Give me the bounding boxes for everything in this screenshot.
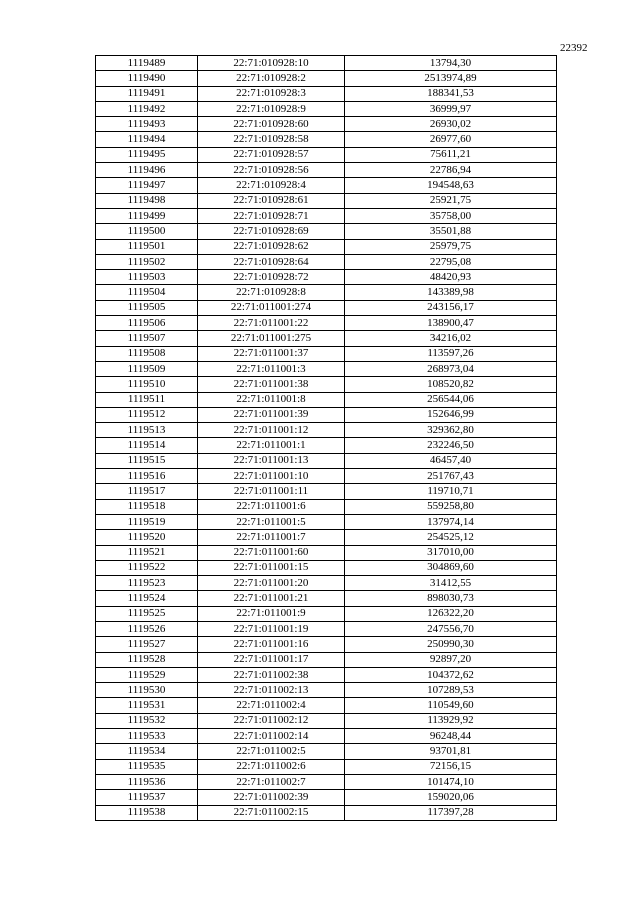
cadastral-number-cell: 22:71:010928:71 bbox=[198, 208, 345, 223]
table-row bbox=[96, 545, 557, 560]
table-row bbox=[96, 270, 557, 285]
row-number-cell: 1119502 bbox=[96, 254, 198, 269]
table-row bbox=[96, 316, 557, 331]
table-row bbox=[96, 453, 557, 468]
row-number-cell: 1119507 bbox=[96, 331, 198, 346]
table-row bbox=[96, 392, 557, 407]
value-cell: 35758,00 bbox=[345, 208, 557, 223]
table-row bbox=[96, 484, 557, 499]
cadastral-number-cell: 22:71:011001:12 bbox=[198, 423, 345, 438]
page-number: 22392 bbox=[560, 42, 588, 54]
row-number-cell: 1119525 bbox=[96, 606, 198, 621]
table-row bbox=[96, 790, 557, 805]
table-row bbox=[96, 774, 557, 789]
row-number-cell: 1119493 bbox=[96, 117, 198, 132]
value-cell: 108520,82 bbox=[345, 377, 557, 392]
value-cell: 194548,63 bbox=[345, 178, 557, 193]
value-cell: 104372,62 bbox=[345, 667, 557, 682]
row-number-cell: 1119512 bbox=[96, 407, 198, 422]
row-number-cell: 1119529 bbox=[96, 667, 198, 682]
table-row bbox=[96, 530, 557, 545]
value-cell: 36999,97 bbox=[345, 101, 557, 116]
table-row bbox=[96, 178, 557, 193]
value-cell: 251767,43 bbox=[345, 469, 557, 484]
cadastral-number-cell: 22:71:010928:58 bbox=[198, 132, 345, 147]
value-cell: 107289,53 bbox=[345, 683, 557, 698]
table-row bbox=[96, 637, 557, 652]
row-number-cell: 1119492 bbox=[96, 101, 198, 116]
table-row bbox=[96, 331, 557, 346]
cadastral-number-cell: 22:71:010928:72 bbox=[198, 270, 345, 285]
row-number-cell: 1119519 bbox=[96, 514, 198, 529]
value-cell: 35501,88 bbox=[345, 224, 557, 239]
table-body bbox=[96, 56, 557, 821]
value-cell: 92897,20 bbox=[345, 652, 557, 667]
cadastral-number-cell: 22:71:011002:6 bbox=[198, 759, 345, 774]
value-cell: 31412,55 bbox=[345, 576, 557, 591]
row-number-cell: 1119510 bbox=[96, 377, 198, 392]
cadastral-number-cell: 22:71:010928:56 bbox=[198, 163, 345, 178]
table-row bbox=[96, 713, 557, 728]
table-row bbox=[96, 285, 557, 300]
row-number-cell: 1119489 bbox=[96, 56, 198, 71]
row-number-cell: 1119494 bbox=[96, 132, 198, 147]
row-number-cell: 1119524 bbox=[96, 591, 198, 606]
row-number-cell: 1119534 bbox=[96, 744, 198, 759]
cadastral-number-cell: 22:71:010928:61 bbox=[198, 193, 345, 208]
value-cell: 2513974,89 bbox=[345, 71, 557, 86]
row-number-cell: 1119491 bbox=[96, 86, 198, 101]
table-row bbox=[96, 117, 557, 132]
table-row bbox=[96, 499, 557, 514]
table-row bbox=[96, 423, 557, 438]
value-cell: 188341,53 bbox=[345, 86, 557, 101]
row-number-cell: 1119500 bbox=[96, 224, 198, 239]
table-row bbox=[96, 438, 557, 453]
cadastral-number-cell: 22:71:011001:13 bbox=[198, 453, 345, 468]
table-row bbox=[96, 300, 557, 315]
value-cell: 247556,70 bbox=[345, 621, 557, 636]
row-number-cell: 1119521 bbox=[96, 545, 198, 560]
value-cell: 22786,94 bbox=[345, 163, 557, 178]
cadastral-number-cell: 22:71:011002:39 bbox=[198, 790, 345, 805]
table-row bbox=[96, 224, 557, 239]
cadastral-number-cell: 22:71:010928:4 bbox=[198, 178, 345, 193]
row-number-cell: 1119523 bbox=[96, 576, 198, 591]
value-cell: 25921,75 bbox=[345, 193, 557, 208]
value-cell: 559258,80 bbox=[345, 499, 557, 514]
table-row bbox=[96, 163, 557, 178]
value-cell: 152646,99 bbox=[345, 407, 557, 422]
row-number-cell: 1119535 bbox=[96, 759, 198, 774]
value-cell: 75611,21 bbox=[345, 147, 557, 162]
value-cell: 304869,60 bbox=[345, 560, 557, 575]
cadastral-number-cell: 22:71:011001:11 bbox=[198, 484, 345, 499]
cadastral-number-cell: 22:71:011002:13 bbox=[198, 683, 345, 698]
value-cell: 250990,30 bbox=[345, 637, 557, 652]
table-row bbox=[96, 683, 557, 698]
row-number-cell: 1119538 bbox=[96, 805, 198, 820]
value-cell: 317010,00 bbox=[345, 545, 557, 560]
table-row bbox=[96, 346, 557, 361]
table-row bbox=[96, 652, 557, 667]
table-row bbox=[96, 361, 557, 376]
row-number-cell: 1119517 bbox=[96, 484, 198, 499]
cadastral-number-cell: 22:71:010928:64 bbox=[198, 254, 345, 269]
row-number-cell: 1119515 bbox=[96, 453, 198, 468]
value-cell: 126322,20 bbox=[345, 606, 557, 621]
row-number-cell: 1119503 bbox=[96, 270, 198, 285]
cadastral-number-cell: 22:71:011001:6 bbox=[198, 499, 345, 514]
table-row bbox=[96, 698, 557, 713]
cadastral-number-cell: 22:71:010928:8 bbox=[198, 285, 345, 300]
cadastral-number-cell: 22:71:010928:69 bbox=[198, 224, 345, 239]
row-number-cell: 1119514 bbox=[96, 438, 198, 453]
row-number-cell: 1119516 bbox=[96, 469, 198, 484]
cadastral-number-cell: 22:71:011001:60 bbox=[198, 545, 345, 560]
value-cell: 243156,17 bbox=[345, 300, 557, 315]
value-cell: 26930,02 bbox=[345, 117, 557, 132]
cadastral-number-cell: 22:71:011002:12 bbox=[198, 713, 345, 728]
value-cell: 34216,02 bbox=[345, 331, 557, 346]
cadastral-number-cell: 22:71:011001:38 bbox=[198, 377, 345, 392]
table-row bbox=[96, 667, 557, 682]
value-cell: 46457,40 bbox=[345, 453, 557, 468]
cadastral-number-cell: 22:71:011002:5 bbox=[198, 744, 345, 759]
row-number-cell: 1119490 bbox=[96, 71, 198, 86]
value-cell: 93701,81 bbox=[345, 744, 557, 759]
value-cell: 143389,98 bbox=[345, 285, 557, 300]
value-cell: 25979,75 bbox=[345, 239, 557, 254]
table-row bbox=[96, 147, 557, 162]
cadastral-number-cell: 22:71:011002:4 bbox=[198, 698, 345, 713]
table-row bbox=[96, 759, 557, 774]
value-cell: 48420,93 bbox=[345, 270, 557, 285]
cadastral-number-cell: 22:71:011001:5 bbox=[198, 514, 345, 529]
table-row bbox=[96, 560, 557, 575]
cadastral-number-cell: 22:71:010928:2 bbox=[198, 71, 345, 86]
row-number-cell: 1119505 bbox=[96, 300, 198, 315]
cadastral-number-cell: 22:71:011001:22 bbox=[198, 316, 345, 331]
row-number-cell: 1119509 bbox=[96, 361, 198, 376]
table-row bbox=[96, 744, 557, 759]
table-row bbox=[96, 591, 557, 606]
value-cell: 13794,30 bbox=[345, 56, 557, 71]
value-cell: 113929,92 bbox=[345, 713, 557, 728]
row-number-cell: 1119497 bbox=[96, 178, 198, 193]
row-number-cell: 1119518 bbox=[96, 499, 198, 514]
cadastral-number-cell: 22:71:011001:3 bbox=[198, 361, 345, 376]
cadastral-number-cell: 22:71:011002:38 bbox=[198, 667, 345, 682]
table-row bbox=[96, 101, 557, 116]
cadastral-number-cell: 22:71:010928:60 bbox=[198, 117, 345, 132]
table-row bbox=[96, 71, 557, 86]
value-cell: 159020,06 bbox=[345, 790, 557, 805]
value-cell: 113597,26 bbox=[345, 346, 557, 361]
table-row bbox=[96, 254, 557, 269]
cadastral-number-cell: 22:71:010928:62 bbox=[198, 239, 345, 254]
table-row bbox=[96, 407, 557, 422]
value-cell: 329362,80 bbox=[345, 423, 557, 438]
cadastral-number-cell: 22:71:010928:3 bbox=[198, 86, 345, 101]
row-number-cell: 1119532 bbox=[96, 713, 198, 728]
cadastral-number-cell: 22:71:011002:7 bbox=[198, 774, 345, 789]
cadastral-number-cell: 22:71:011001:39 bbox=[198, 407, 345, 422]
value-cell: 138900,47 bbox=[345, 316, 557, 331]
row-number-cell: 1119528 bbox=[96, 652, 198, 667]
row-number-cell: 1119522 bbox=[96, 560, 198, 575]
table-row bbox=[96, 576, 557, 591]
table-row bbox=[96, 239, 557, 254]
cadastral-number-cell: 22:71:011002:14 bbox=[198, 729, 345, 744]
row-number-cell: 1119511 bbox=[96, 392, 198, 407]
cadastral-number-cell: 22:71:011001:19 bbox=[198, 621, 345, 636]
table-row bbox=[96, 86, 557, 101]
cadastral-number-cell: 22:71:011001:8 bbox=[198, 392, 345, 407]
row-number-cell: 1119501 bbox=[96, 239, 198, 254]
value-cell: 254525,12 bbox=[345, 530, 557, 545]
cadastral-number-cell: 22:71:011001:9 bbox=[198, 606, 345, 621]
table-row bbox=[96, 514, 557, 529]
row-number-cell: 1119496 bbox=[96, 163, 198, 178]
cadastral-number-cell: 22:71:011001:37 bbox=[198, 346, 345, 361]
value-cell: 256544,06 bbox=[345, 392, 557, 407]
table-row bbox=[96, 208, 557, 223]
row-number-cell: 1119530 bbox=[96, 683, 198, 698]
table-row bbox=[96, 469, 557, 484]
cadastral-number-cell: 22:71:011001:21 bbox=[198, 591, 345, 606]
value-cell: 232246,50 bbox=[345, 438, 557, 453]
value-cell: 268973,04 bbox=[345, 361, 557, 376]
table-row bbox=[96, 56, 557, 71]
cadastral-number-cell: 22:71:011002:15 bbox=[198, 805, 345, 820]
cadastral-number-cell: 22:71:011001:16 bbox=[198, 637, 345, 652]
cadastral-number-cell: 22:71:011001:1 bbox=[198, 438, 345, 453]
row-number-cell: 1119499 bbox=[96, 208, 198, 223]
table-row bbox=[96, 606, 557, 621]
cadastral-number-cell: 22:71:011001:275 bbox=[198, 331, 345, 346]
value-cell: 101474,10 bbox=[345, 774, 557, 789]
row-number-cell: 1119520 bbox=[96, 530, 198, 545]
cadastral-number-cell: 22:71:011001:15 bbox=[198, 560, 345, 575]
row-number-cell: 1119508 bbox=[96, 346, 198, 361]
cadastral-number-cell: 22:71:010928:57 bbox=[198, 147, 345, 162]
table-row bbox=[96, 729, 557, 744]
cadastral-number-cell: 22:71:010928:10 bbox=[198, 56, 345, 71]
cadastral-number-cell: 22:71:011001:17 bbox=[198, 652, 345, 667]
row-number-cell: 1119531 bbox=[96, 698, 198, 713]
table-row bbox=[96, 621, 557, 636]
table-row bbox=[96, 805, 557, 820]
row-number-cell: 1119504 bbox=[96, 285, 198, 300]
data-table bbox=[95, 55, 557, 821]
row-number-cell: 1119498 bbox=[96, 193, 198, 208]
row-number-cell: 1119527 bbox=[96, 637, 198, 652]
table-row bbox=[96, 132, 557, 147]
value-cell: 898030,73 bbox=[345, 591, 557, 606]
row-number-cell: 1119506 bbox=[96, 316, 198, 331]
cadastral-number-cell: 22:71:011001:7 bbox=[198, 530, 345, 545]
row-number-cell: 1119533 bbox=[96, 729, 198, 744]
value-cell: 96248,44 bbox=[345, 729, 557, 744]
table-row bbox=[96, 377, 557, 392]
row-number-cell: 1119526 bbox=[96, 621, 198, 636]
cadastral-number-cell: 22:71:011001:20 bbox=[198, 576, 345, 591]
value-cell: 117397,28 bbox=[345, 805, 557, 820]
value-cell: 26977,60 bbox=[345, 132, 557, 147]
cadastral-number-cell: 22:71:010928:9 bbox=[198, 101, 345, 116]
value-cell: 110549,60 bbox=[345, 698, 557, 713]
table-row bbox=[96, 193, 557, 208]
value-cell: 119710,71 bbox=[345, 484, 557, 499]
row-number-cell: 1119537 bbox=[96, 790, 198, 805]
cadastral-number-cell: 22:71:011001:274 bbox=[198, 300, 345, 315]
value-cell: 22795,08 bbox=[345, 254, 557, 269]
value-cell: 72156,15 bbox=[345, 759, 557, 774]
row-number-cell: 1119513 bbox=[96, 423, 198, 438]
cadastral-number-cell: 22:71:011001:10 bbox=[198, 469, 345, 484]
row-number-cell: 1119495 bbox=[96, 147, 198, 162]
row-number-cell: 1119536 bbox=[96, 774, 198, 789]
value-cell: 137974,14 bbox=[345, 514, 557, 529]
